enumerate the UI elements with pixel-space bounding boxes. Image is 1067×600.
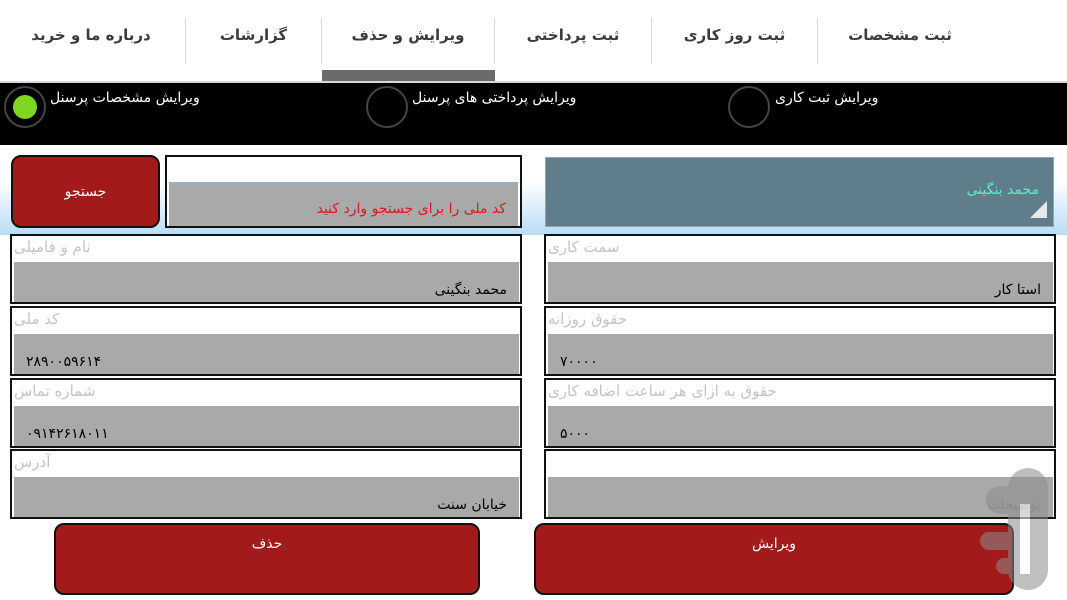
- edit-button[interactable]: ویرایش: [534, 523, 1014, 595]
- tab-divider: [817, 18, 818, 64]
- store-watermark-logo: [976, 464, 1066, 594]
- dropdown-arrow-icon: [1030, 201, 1047, 218]
- full-name-input[interactable]: [14, 262, 519, 302]
- job-title-value: استا کار: [994, 282, 1041, 298]
- personnel-dropdown-value: محمد بنگینی: [966, 182, 1039, 198]
- address-field: [10, 449, 522, 519]
- national-id-input[interactable]: [14, 334, 519, 374]
- overtime-wage-value: ۵۰۰۰: [560, 426, 591, 442]
- phone-input[interactable]: [14, 406, 519, 446]
- search-input[interactable]: [169, 182, 518, 226]
- full-name-value: محمد بنگینی: [434, 282, 507, 298]
- search-placeholder: کد ملی را برای جستجو وارد کنید: [316, 201, 506, 217]
- daily-wage-input[interactable]: [548, 334, 1053, 374]
- tab-divider: [494, 18, 495, 64]
- national-id-field: [10, 306, 522, 376]
- tab-divider: [651, 18, 652, 64]
- national-id-label: کد ملی: [14, 310, 60, 328]
- phone-field: [10, 378, 522, 448]
- tab-edit-delete[interactable]: ویرایش و حذف: [351, 26, 465, 44]
- job-title-input[interactable]: [548, 262, 1053, 302]
- radio-label-edit-payments[interactable]: ویرایش پرداختی های پرسنل: [412, 90, 577, 106]
- address-label: آدرس: [14, 453, 51, 471]
- tab-reports[interactable]: گزارشات: [219, 26, 288, 44]
- phone-label: شماره تماس: [14, 382, 96, 400]
- phone-value: ۰۹۱۴۲۶۱۸۰۱۱: [26, 426, 109, 442]
- overtime-wage-input[interactable]: [548, 406, 1053, 446]
- full-name-label: نام و فامیلی: [14, 238, 91, 256]
- tab-register-details[interactable]: ثبت مشخصات: [848, 26, 952, 44]
- national-id-value: ۲۸۹۰۰۵۹۶۱۴: [26, 354, 102, 370]
- delete-button[interactable]: حذف: [54, 523, 480, 595]
- daily-wage-value: ۷۰۰۰۰: [560, 354, 598, 370]
- address-value: خیابان سنت: [437, 497, 507, 513]
- tab-about-purchase[interactable]: درباره ما و خرید: [31, 26, 151, 44]
- tab-divider: [321, 18, 322, 64]
- daily-wage-field: [544, 306, 1056, 376]
- radio-edit-workdays[interactable]: [728, 86, 770, 128]
- overtime-wage-label: حقوق به ازای هر ساعت اضافه کاری: [548, 382, 777, 400]
- tab-divider: [185, 18, 186, 64]
- tab-register-workday[interactable]: ثبت روز کاری: [683, 26, 786, 44]
- job-title-label: سمت کاری: [548, 238, 620, 256]
- personnel-dropdown[interactable]: [545, 157, 1054, 227]
- job-title-field: [544, 234, 1056, 304]
- full-name-field: [10, 234, 522, 304]
- edit-mode-radio-bar: [0, 83, 1067, 145]
- address-input[interactable]: [14, 477, 519, 517]
- top-tab-bar: [0, 0, 1067, 83]
- radio-label-edit-personnel[interactable]: ویرایش مشخصات پرسنل: [50, 90, 200, 106]
- search-button[interactable]: جستجو: [11, 155, 160, 228]
- overtime-wage-field: [544, 378, 1056, 448]
- radio-selected-dot: [13, 95, 37, 119]
- radio-edit-payments[interactable]: [366, 86, 408, 128]
- radio-edit-personnel[interactable]: [4, 86, 46, 128]
- search-field: [165, 155, 522, 228]
- radio-label-edit-workdays[interactable]: ویرایش ثبت کاری: [775, 90, 879, 106]
- tab-register-payment[interactable]: ثبت پرداختی: [526, 26, 620, 44]
- daily-wage-label: حقوق روزانه: [548, 310, 628, 328]
